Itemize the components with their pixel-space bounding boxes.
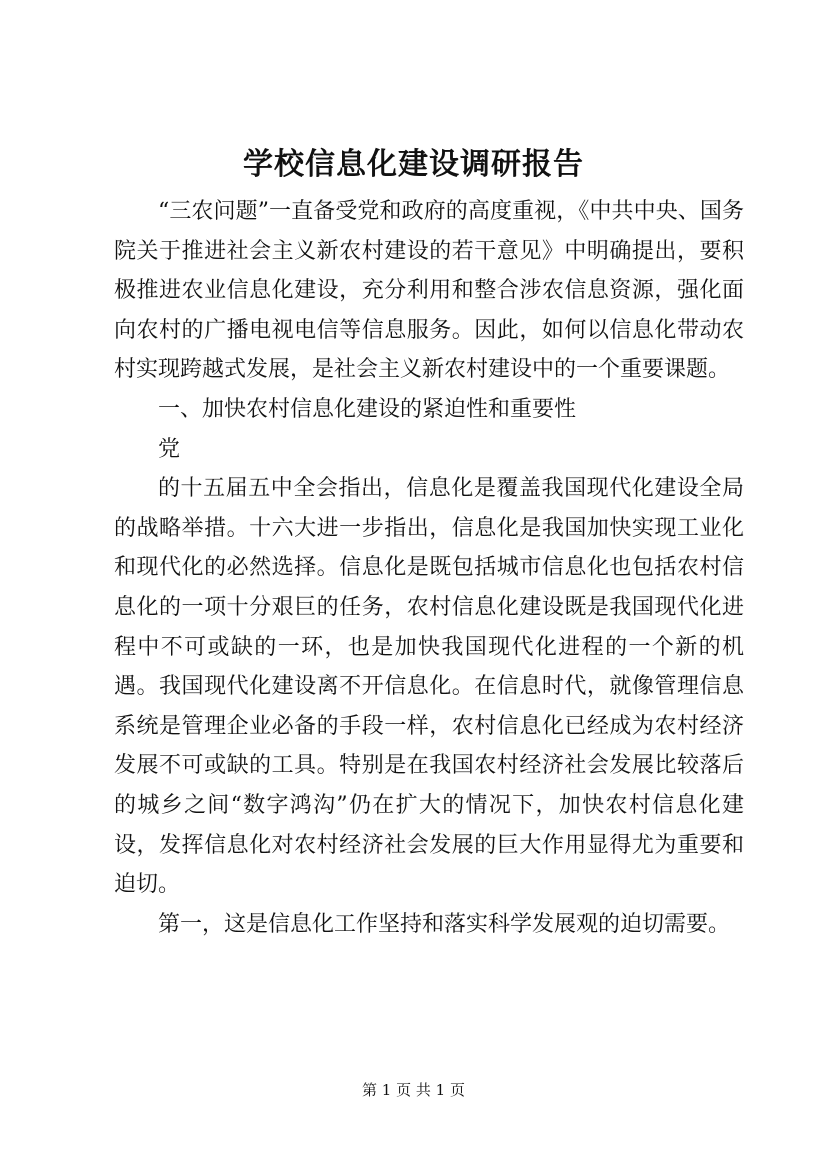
- paragraph-first-point: 第一，这是信息化工作坚持和落实科学发展观的迫切需要。: [158, 911, 731, 937]
- paragraph-fragment: 党: [158, 436, 181, 462]
- paragraph-intro: “三农问题”一直备受党和政府的高度重视，《中共中央、国务院关于推进社会主义新农村建设的若干意见》中明确提出，要积极推进农业信息化建设，充分利用和整合涉农信息资源，强化面向农村的广播电视电信等信息服务。因此，如何以信息化带动农村实现跨越式发展，是社会主义新农村建设中的一个重要课题。: [114, 199, 744, 383]
- page-footer: 第 1 页 共 1 页: [362, 1081, 465, 1099]
- document-body: [114, 192, 744, 944]
- paragraph-main: 的十五届五中全会指出，信息化是覆盖我国现代化建设全局的战略举措。十六大进一步指出，信息化是我国加快实现工业化和现代化的必然选择。信息化是既包括城市信息化也包括农村信息化的一项十分艰巨的任务，农村信息化建设既是我国现代化进程中不可或缺的一环，也是加快我国现代化进程的一个新的机遇。我国现代化建设离不开信息化。在信息时代，就像管理信息系统是管理企业必备的手段一样，农村信息化已经成为农村经济发展不可或缺的工具。特别是在我国农村经济社会发展比较落后的城乡之间“数字鸿沟”仍在扩大的情况下，加快农村信息化建设，发挥信息化对农村经济社会发展的巨大作用显得尤为重要和迫切。: [114, 476, 744, 898]
- document-title: 学校信息化建设调研报告: [243, 147, 584, 182]
- section-heading: 一、加快农村信息化建设的紧迫性和重要性: [158, 396, 577, 422]
